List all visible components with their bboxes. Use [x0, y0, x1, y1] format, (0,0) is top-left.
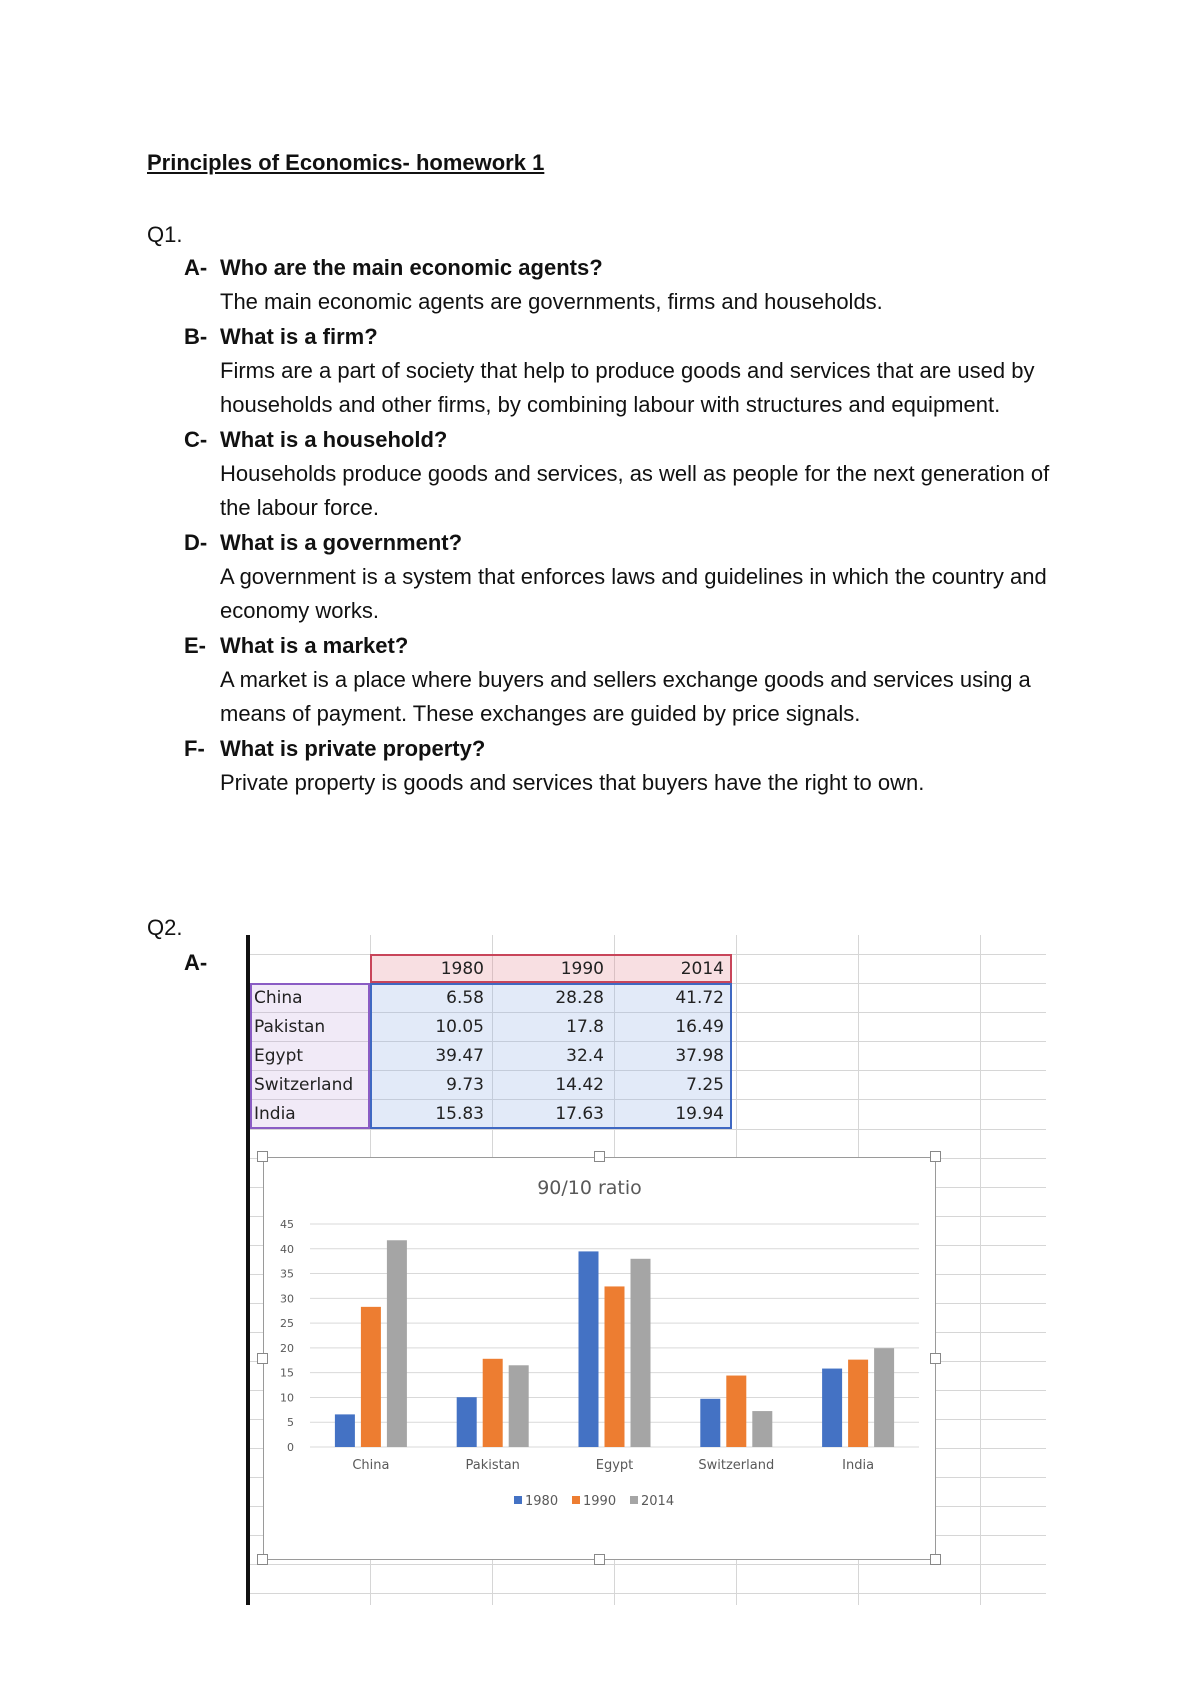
resize-handle-right[interactable] [930, 1353, 941, 1364]
bar-switzerland-1990 [726, 1376, 746, 1447]
spreadsheet-region [246, 935, 1046, 1605]
value-cell[interactable]: 41.72 [675, 987, 724, 1008]
resize-handle-left[interactable] [257, 1353, 268, 1364]
question-letter: C- [184, 426, 208, 452]
resize-handle-bottom-right[interactable] [930, 1554, 941, 1565]
bar-india-1990 [848, 1360, 868, 1447]
y-tick-label: 0 [287, 1441, 294, 1454]
qa-item [184, 526, 1074, 629]
bar-pakistan-1990 [483, 1359, 503, 1447]
row-label-cell[interactable]: Egypt [254, 1045, 304, 1066]
bar-china-1980 [335, 1414, 355, 1447]
y-tick-label: 20 [280, 1341, 294, 1355]
bar-india-1980 [822, 1369, 842, 1447]
table-row [250, 1070, 728, 1099]
value-cell[interactable]: 17.63 [555, 1103, 604, 1124]
answer-text: Firms are a part of society that help to produce goods and services that are used by households and other firms, by combining labour with structures and equipment. [220, 357, 1035, 417]
chart-frame[interactable] [263, 1157, 936, 1560]
value-cell[interactable]: 32.4 [566, 1045, 604, 1066]
bar-egypt-2014 [631, 1259, 651, 1447]
question-text: What is private property? [220, 735, 486, 761]
table-row [250, 1041, 728, 1070]
row-label-cell[interactable]: Pakistan [254, 1016, 326, 1037]
bar-egypt-1990 [605, 1286, 625, 1447]
qa-item [184, 320, 1074, 423]
x-tick-label: China [352, 1458, 390, 1473]
qa-item [184, 629, 1074, 732]
question-letter: D- [184, 529, 208, 555]
q1-label: Q1. [147, 222, 183, 247]
value-cell[interactable]: 7.25 [686, 1074, 724, 1095]
resize-handle-bottom-left[interactable] [257, 1554, 268, 1565]
question [184, 629, 1074, 663]
resize-handle-top-left[interactable] [257, 1151, 268, 1162]
value-cell[interactable]: 28.28 [555, 987, 604, 1008]
legend-label: 1980 [525, 1494, 559, 1509]
q2-label: Q2. [147, 915, 183, 940]
question [184, 526, 1074, 560]
data-table[interactable] [250, 954, 728, 1128]
q2-part-a-label: A- [184, 950, 208, 975]
question-text: What is a government? [220, 529, 463, 555]
value-cell[interactable]: 9.73 [446, 1074, 484, 1095]
x-tick-label: India [842, 1458, 875, 1473]
qa-item [184, 251, 1074, 320]
resize-handle-top-right[interactable] [930, 1151, 941, 1162]
legend-swatch-1990 [572, 1496, 580, 1504]
question-text: What is a firm? [220, 323, 378, 349]
header-cell[interactable]: 2014 [680, 958, 724, 979]
question-letter: A- [184, 255, 208, 280]
value-cell[interactable]: 6.58 [446, 987, 484, 1008]
q1-answers [184, 251, 1074, 800]
value-cell[interactable]: 16.49 [675, 1016, 724, 1037]
value-cell[interactable]: 15.83 [435, 1103, 484, 1124]
value-cell[interactable]: 17.8 [566, 1016, 604, 1037]
question-letter: E- [184, 632, 206, 658]
question-text: What is a household? [220, 426, 448, 452]
y-tick-label: 30 [280, 1292, 294, 1306]
y-tick-label: 25 [280, 1317, 294, 1331]
bar-switzerland-1980 [700, 1399, 720, 1447]
header-cell[interactable] [250, 954, 368, 983]
x-tick-label: Pakistan [465, 1458, 520, 1473]
row-label-cell[interactable]: China [254, 987, 303, 1008]
bar-india-2014 [874, 1348, 894, 1447]
question-letter: F- [184, 735, 205, 761]
y-tick-label: 40 [280, 1242, 294, 1256]
qa-item [184, 423, 1074, 526]
question [184, 251, 1074, 285]
legend-swatch-2014 [630, 1496, 638, 1504]
document-title: Principles of Economics- homework 1 [147, 150, 545, 175]
question [184, 423, 1074, 457]
bar-egypt-1980 [579, 1251, 599, 1447]
value-cell[interactable]: 19.94 [675, 1103, 724, 1124]
bar-chart [264, 1158, 935, 1559]
row-label-cell[interactable]: Switzerland [254, 1074, 354, 1095]
y-tick-label: 35 [280, 1267, 294, 1281]
value-cell[interactable]: 10.05 [435, 1016, 484, 1037]
question-text: Who are the main economic agents? [220, 255, 603, 280]
qa-item [184, 732, 1074, 801]
table-row [250, 983, 728, 1012]
question [184, 732, 1074, 766]
value-cell[interactable]: 39.47 [435, 1045, 484, 1066]
header-cell[interactable]: 1980 [440, 958, 484, 979]
question [184, 320, 1074, 354]
bar-china-2014 [387, 1240, 407, 1447]
value-cell[interactable]: 37.98 [675, 1045, 724, 1066]
header-cell[interactable]: 1990 [560, 958, 604, 979]
x-tick-label: Switzerland [698, 1458, 775, 1473]
x-tick-label: Egypt [595, 1458, 634, 1473]
value-cell[interactable]: 14.42 [555, 1074, 604, 1095]
table-row [250, 1099, 728, 1128]
resize-handle-top[interactable] [594, 1151, 605, 1162]
y-tick-label: 10 [280, 1391, 294, 1405]
bar-china-1990 [361, 1307, 381, 1447]
y-tick-label: 15 [280, 1366, 294, 1380]
chart-title: 90/10 ratio [537, 1177, 642, 1199]
answer-text: A market is a place where buyers and sellers exchange goods and services using a means of payment. These exchanges are guided by price signals. [220, 666, 1031, 726]
y-tick-label: 5 [287, 1416, 294, 1430]
question-letter: B- [184, 323, 208, 349]
y-tick-label: 45 [280, 1218, 294, 1231]
table-row [250, 1012, 728, 1041]
answer-text: A government is a system that enforces laws and guidelines in which the country and economy works. [220, 563, 1047, 623]
question-text: What is a market? [220, 632, 409, 658]
legend-swatch-1980 [514, 1496, 522, 1504]
bar-pakistan-1980 [457, 1397, 477, 1447]
legend-label: 2014 [641, 1494, 675, 1509]
answer-text: Private property is goods and services that buyers have the right to own. [220, 769, 925, 795]
resize-handle-bottom[interactable] [594, 1554, 605, 1565]
bar-switzerland-2014 [752, 1411, 772, 1447]
answer-text: Households produce goods and services, as well as people for the next generation of the labour force. [220, 460, 1050, 520]
answer-text: The main economic agents are governments, firms and households. [220, 289, 883, 314]
bar-pakistan-2014 [509, 1365, 529, 1447]
row-label-cell[interactable]: India [254, 1103, 296, 1124]
legend-label: 1990 [583, 1494, 617, 1509]
sheet-column-line [980, 935, 981, 1605]
